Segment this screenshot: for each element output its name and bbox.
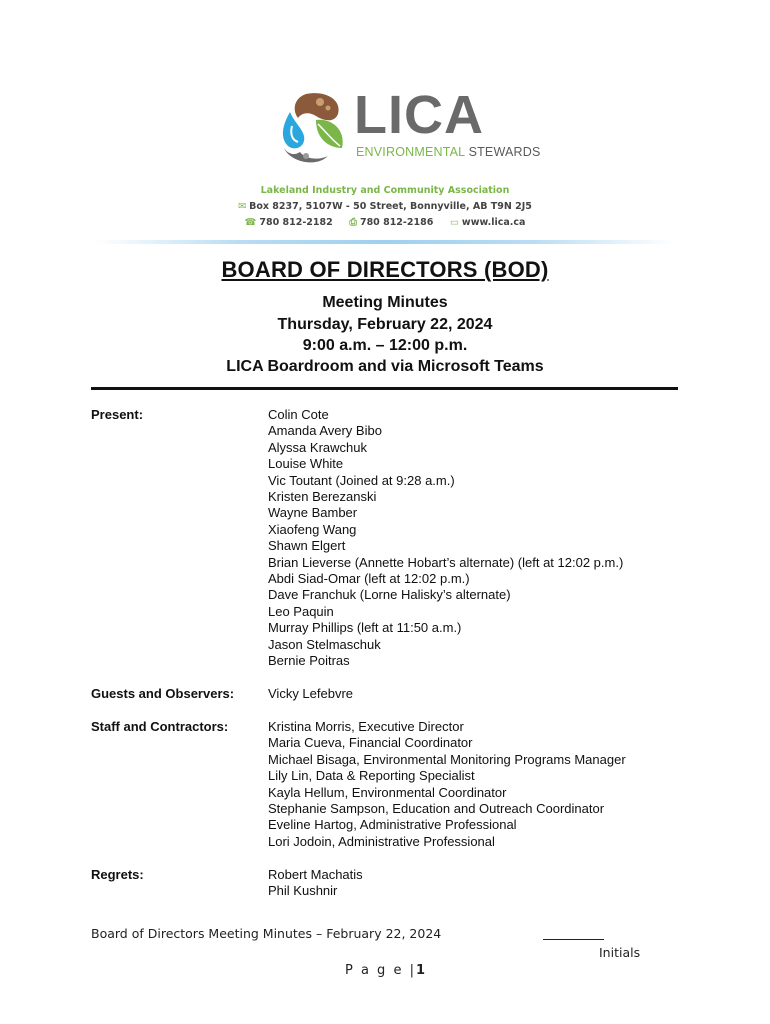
page-number-value: 1 — [415, 963, 425, 978]
list-item: Leo Paquin — [268, 603, 334, 619]
document-title: BOARD OF DIRECTORS (BOD) — [221, 257, 549, 282]
lica-emblem-icon — [276, 90, 348, 166]
present-label: Present: — [91, 407, 144, 422]
list-item: Alyssa Krawchuk — [268, 439, 367, 455]
list-item: Kristina Morris, Executive Director — [268, 719, 464, 734]
list-item: Wayne Bamber — [268, 505, 358, 521]
organization-name: Lakeland Industry and Community Association — [260, 185, 510, 196]
website-link[interactable]: www.lica.ca — [461, 217, 526, 228]
list-item: Shawn Elgert — [268, 538, 346, 554]
initials-label: Initials — [599, 945, 641, 960]
fax-icon: ⎙ — [349, 217, 357, 228]
logo-tagline-part2: STEWARDS — [468, 145, 541, 159]
list-item: Amanda Avery Bibo — [268, 423, 382, 439]
logo-tagline-part1: ENVIRONMENTAL — [356, 145, 465, 159]
contact-phone-row — [0, 217, 770, 228]
lica-logo — [276, 85, 541, 168]
contact-address-row — [0, 201, 770, 212]
list-item: Colin Cote — [268, 407, 329, 422]
guests-list — [268, 686, 353, 702]
document-subtitle: Meeting Minutes — [322, 294, 448, 311]
logo-wordmark: LICA — [354, 85, 484, 145]
header-divider — [95, 240, 675, 244]
page-label: P a g e | — [344, 963, 416, 978]
initials-line — [543, 939, 604, 940]
list-item: Murray Phillips (left at 11:50 a.m.) — [268, 620, 462, 636]
list-item: Phil Kushnir — [268, 883, 338, 899]
list-item: Robert Machatis — [268, 867, 363, 882]
list-item: Vicky Lefebvre — [268, 686, 354, 701]
list-item: Lori Jodoin, Administrative Professional — [268, 833, 495, 849]
regrets-label: Regrets: — [91, 867, 144, 882]
list-item: Xiaofeng Wang — [268, 521, 357, 537]
page-number — [0, 963, 770, 978]
footer-document-name: Board of Directors Meeting Minutes – February 22, 2024 — [91, 926, 442, 941]
regrets-list — [268, 867, 363, 900]
list-item: Maria Cueva, Financial Coordinator — [268, 735, 473, 751]
list-item: Kayla Hellum, Environmental Coordinator — [268, 784, 507, 800]
list-item: Vic Toutant (Joined at 9:28 a.m.) — [268, 472, 455, 488]
computer-icon: ▭ — [449, 217, 459, 228]
list-item: Louise White — [268, 456, 344, 472]
list-item: Michael Bisaga, Environmental Monitoring Programs Manager — [268, 751, 626, 767]
logo-tagline — [356, 145, 541, 159]
staff-label: Staff and Contractors: — [91, 719, 229, 734]
heading-rule — [91, 387, 678, 390]
list-item: Brian Lieverse (Annette Hobart’s alternate) (left at 12:02 p.m.) — [268, 554, 624, 570]
list-item: Bernie Poitras — [268, 653, 350, 669]
list-item: Stephanie Sampson, Education and Outreach Coordinator — [268, 801, 605, 817]
meeting-location: LICA Boardroom and via Microsoft Teams — [226, 358, 544, 375]
list-item: Eveline Hartog, Administrative Professional — [268, 817, 517, 833]
staff-list — [268, 719, 626, 850]
fax-text: 780 812-2186 — [359, 217, 434, 228]
phone-icon: ☎ — [244, 217, 257, 228]
list-item: Dave Franchuk (Lorne Halisky’s alternate) — [268, 587, 511, 603]
guests-label: Guests and Observers: — [91, 686, 235, 701]
list-item: Lily Lin, Data & Reporting Specialist — [268, 768, 475, 784]
list-item: Kristen Berezanski — [268, 489, 377, 505]
address-text: Box 8237, 5107W - 50 Street, Bonnyville, AB T9N 2J5 — [249, 201, 532, 212]
phone-text: 780 812-2182 — [259, 217, 333, 228]
mailbox-icon: ✉ — [238, 201, 247, 212]
list-item: Abdi Siad-Omar (left at 12:02 p.m.) — [268, 571, 470, 587]
meeting-date: Thursday, February 22, 2024 — [277, 316, 493, 333]
meeting-time: 9:00 a.m. – 12:00 p.m. — [302, 337, 468, 354]
present-list — [268, 407, 623, 670]
list-item: Jason Stelmaschuk — [268, 636, 381, 652]
